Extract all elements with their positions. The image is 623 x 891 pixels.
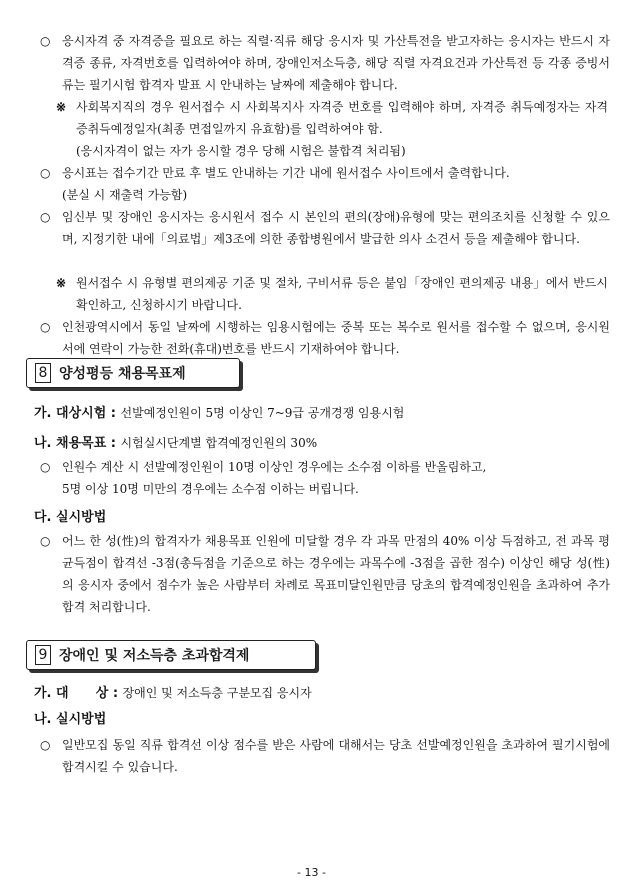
circle-bullet-icon: ○ [40,534,51,548]
s8-method-heading: 다. 실시방법 [34,510,107,525]
reprint-line: (분실 시 재출력 가능함) [62,188,188,202]
section-8-header [26,358,240,388]
s9-target: 가. 대 상 : 장애인 및 저소득층 구분모집 응시자 [34,686,312,701]
note-accommodation-details: ※ 원서접수 시 유형별 편의제공 기준 및 절차, 구비서류 등은 붙임「장애인 편의제공 내용」에서 반드시 확인하고, 신청하시기 바랍니다. [56,272,608,316]
circle-bullet-icon: ○ [40,166,51,180]
section-title: 양성평등 채용목표제 [59,366,186,382]
circle-bullet-icon: ○ [40,738,51,752]
s8-method-bullet: ○ 어느 한 성(性)의 합격자가 채용목표 인원에 미달할 경우 각 과목 만점의 40% 이상 득점하고, 전 과목 평균득점이 합격선 -3점(총득점을 기준으로 하는 경우에는 과목수에 -3점을 곱한 점수) 이상인 해당 성(性)의 응시자 중에서 점수가 높은 사람부터 차례로 목표미달인원만큼 당초의 합격예정인원을 초과하여 추가합격 처리합니다. [40,530,610,618]
s8-rounding-rule: ○ 인원수 계산 시 선발예정인원이 10명 이상인 경우에는 소수점 이하를 반올림하고, [40,456,610,478]
s8-rounding-rule-line: 5명 이상 10명 미만의 경우에는 소수점 이하는 버립니다. [62,482,359,496]
note-ineligible-line: (응시자격이 없는 자가 응시할 경우 당해 시험은 불합격 처리됨) [76,144,406,158]
s8-recruitment-target: 나. 채용목표 : 시험실시단계별 합격예정인원의 30% [34,436,318,451]
section-9-header [26,640,316,670]
bullet-admission-ticket: ○ 응시표는 접수기간 만료 후 별도 안내하는 기간 내에 원서접수 사이트에서 출력합니다. [40,162,610,184]
section-number: 8 [35,363,51,383]
note-social-worker: ※ 사회복지직의 경우 원서접수 시 사회복지사 자격증 번호를 입력해야 하며, 자격증 취득예정자는 자격증취득예정일자(최종 면접일까지 유효함)를 입력하여야 함. [56,96,608,140]
s9-method-bullet: ○ 일반모집 동일 직류 합격선 이상 점수를 받은 사람에 대해서는 당초 선발예정인원을 초과하여 필기시험에 합격시킬 수 있습니다. [40,734,610,778]
bullet-duplicate-application: ○ 인천광역시에서 동일 날짜에 시행하는 임용시험에는 중복 또는 복수로 원서를 접수할 수 없으며, 응시원서에 연락이 가능한 전화(휴대)번호를 반드시 기재하여야 합니다. [40,316,610,360]
s8-target-exam: 가. 대상시험 : 선발예정인원이 5명 이상인 7~9급 공개경쟁 임용시험 [34,406,405,421]
circle-bullet-icon: ○ [40,460,51,474]
page-number: - 13 - [297,866,326,879]
bullet-accommodation: ○ 임신부 및 장애인 응시자는 응시원서 접수 시 본인의 편의(장애)유형에 맞는 편의조치를 신청할 수 있으며, 지정기한 내에「의료법」제3조에 의한 종합병원에서 발급한 의사 소견서 등을 제출해야 합니다. [40,206,610,250]
reference-mark-icon: ※ [56,276,67,290]
section-title: 장애인 및 저소득층 초과합격제 [59,648,250,664]
circle-bullet-icon: ○ [40,210,51,224]
circle-bullet-icon: ○ [40,320,51,334]
reference-mark-icon: ※ [56,100,67,114]
circle-bullet-icon: ○ [40,34,51,48]
bullet-certificate-submission: ○ 응시자격 중 자격증을 필요로 하는 직렬·직류 해당 응시자 및 가산특전을 받고자하는 응시자는 반드시 자격증 종류, 자격번호를 입력하여야 하며, 장애인저소득층, 해당 직렬 자격요건과 가산특전 등 각종 증빙서류는 필기시험 합격자 발표 시 안내하는 날짜에 제출해야 합니다. [40,30,610,96]
s9-method-heading: 나. 실시방법 [34,712,107,727]
section-number: 9 [35,645,51,665]
